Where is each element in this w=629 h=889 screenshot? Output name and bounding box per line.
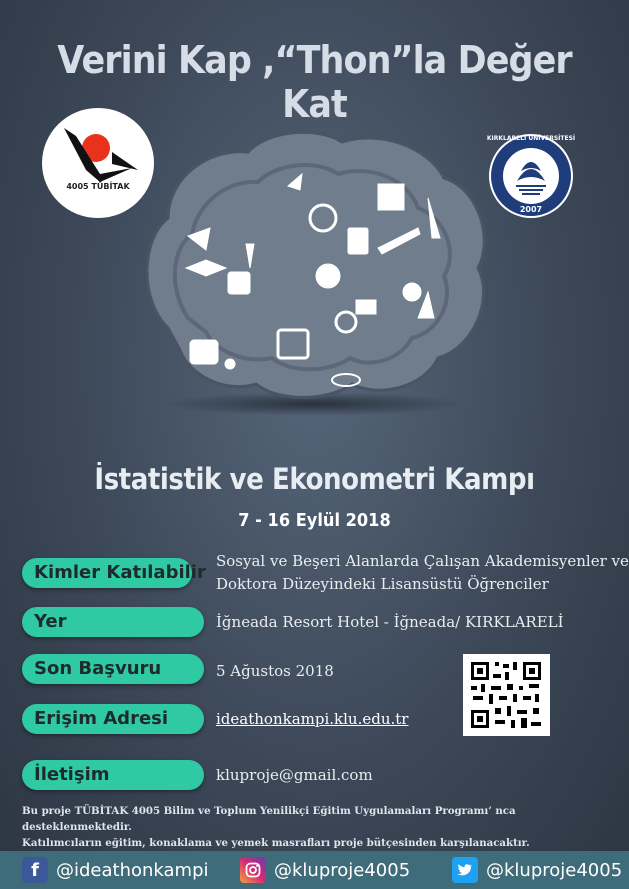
qr-code-icon [463, 654, 550, 736]
calculator-icon [228, 272, 250, 294]
value-who-can-attend-line2: Doktora Düzeyindeki Lisansüstü Öğrenciler [216, 575, 549, 593]
university-year: 2007 [519, 205, 543, 214]
footer-note-line2: Katılımcıların eğitim, konaklama ve yemek masrafları proje bütçesinden karşılanacaktır. [22, 837, 530, 849]
label-access-address: Erişim Adresi [22, 704, 204, 734]
qr-code[interactable] [463, 654, 550, 736]
building-icon [378, 184, 404, 210]
value-who-can-attend-line1: Sosyal ve Beşeri Alanlarda Çalışan Akademisyenler ve [216, 552, 629, 570]
twitter-icon [452, 857, 478, 883]
tubitak-logo-text: 4005 TÜBİTAK [66, 182, 130, 191]
globe-icon [316, 264, 340, 288]
social-twitter[interactable] [452, 856, 622, 884]
twitter-handle: @kluproje4005 [486, 859, 623, 881]
bus-icon [190, 340, 218, 364]
instagram-icon [240, 857, 266, 883]
label-contact: İletişim [22, 760, 204, 790]
document-icon [356, 300, 376, 314]
value-venue: İğneada Resort Hotel - İğneada/ KIRKLARELİ [216, 613, 564, 631]
brain-illustration [128, 118, 500, 418]
footer-note [22, 803, 622, 851]
label-deadline: Son Başvuru [22, 654, 204, 684]
access-address-link[interactable]: ideathonkampi.klu.edu.tr [216, 710, 409, 728]
value-deadline: 5 Ağustos 2018 [216, 662, 334, 680]
social-facebook[interactable] [22, 856, 209, 884]
label-who-can-attend: Kimler Katılabilir [22, 558, 192, 588]
value-contact-email: kluproje@gmail.com [216, 766, 373, 784]
book-icon [348, 228, 368, 254]
footer-note-line1: Bu proje TÜBİTAK 4005 Bilim ve Toplum Yenilikçi Eğitim Uygulamaları Programı’ nca desteklenmektedir. [22, 805, 516, 833]
label-venue: Yer [22, 607, 204, 637]
facebook-handle: @ideathonkampi [56, 859, 209, 881]
apple-icon [403, 283, 421, 301]
facebook-icon: f [22, 857, 48, 883]
camp-title: İstatistik ve Ekonometri Kampı [94, 462, 535, 496]
university-ring-text: KIRKLARELİ ÜNİVERSİTESİ [486, 135, 576, 142]
camp-date: 7 - 16 Eylül 2018 [238, 510, 391, 531]
small-apple-icon [225, 359, 235, 369]
social-instagram[interactable] [240, 856, 410, 884]
poster-title: Verini Kap ,“Thon”la Değer Kat [57, 38, 572, 126]
instagram-handle: @kluproje4005 [274, 859, 411, 881]
